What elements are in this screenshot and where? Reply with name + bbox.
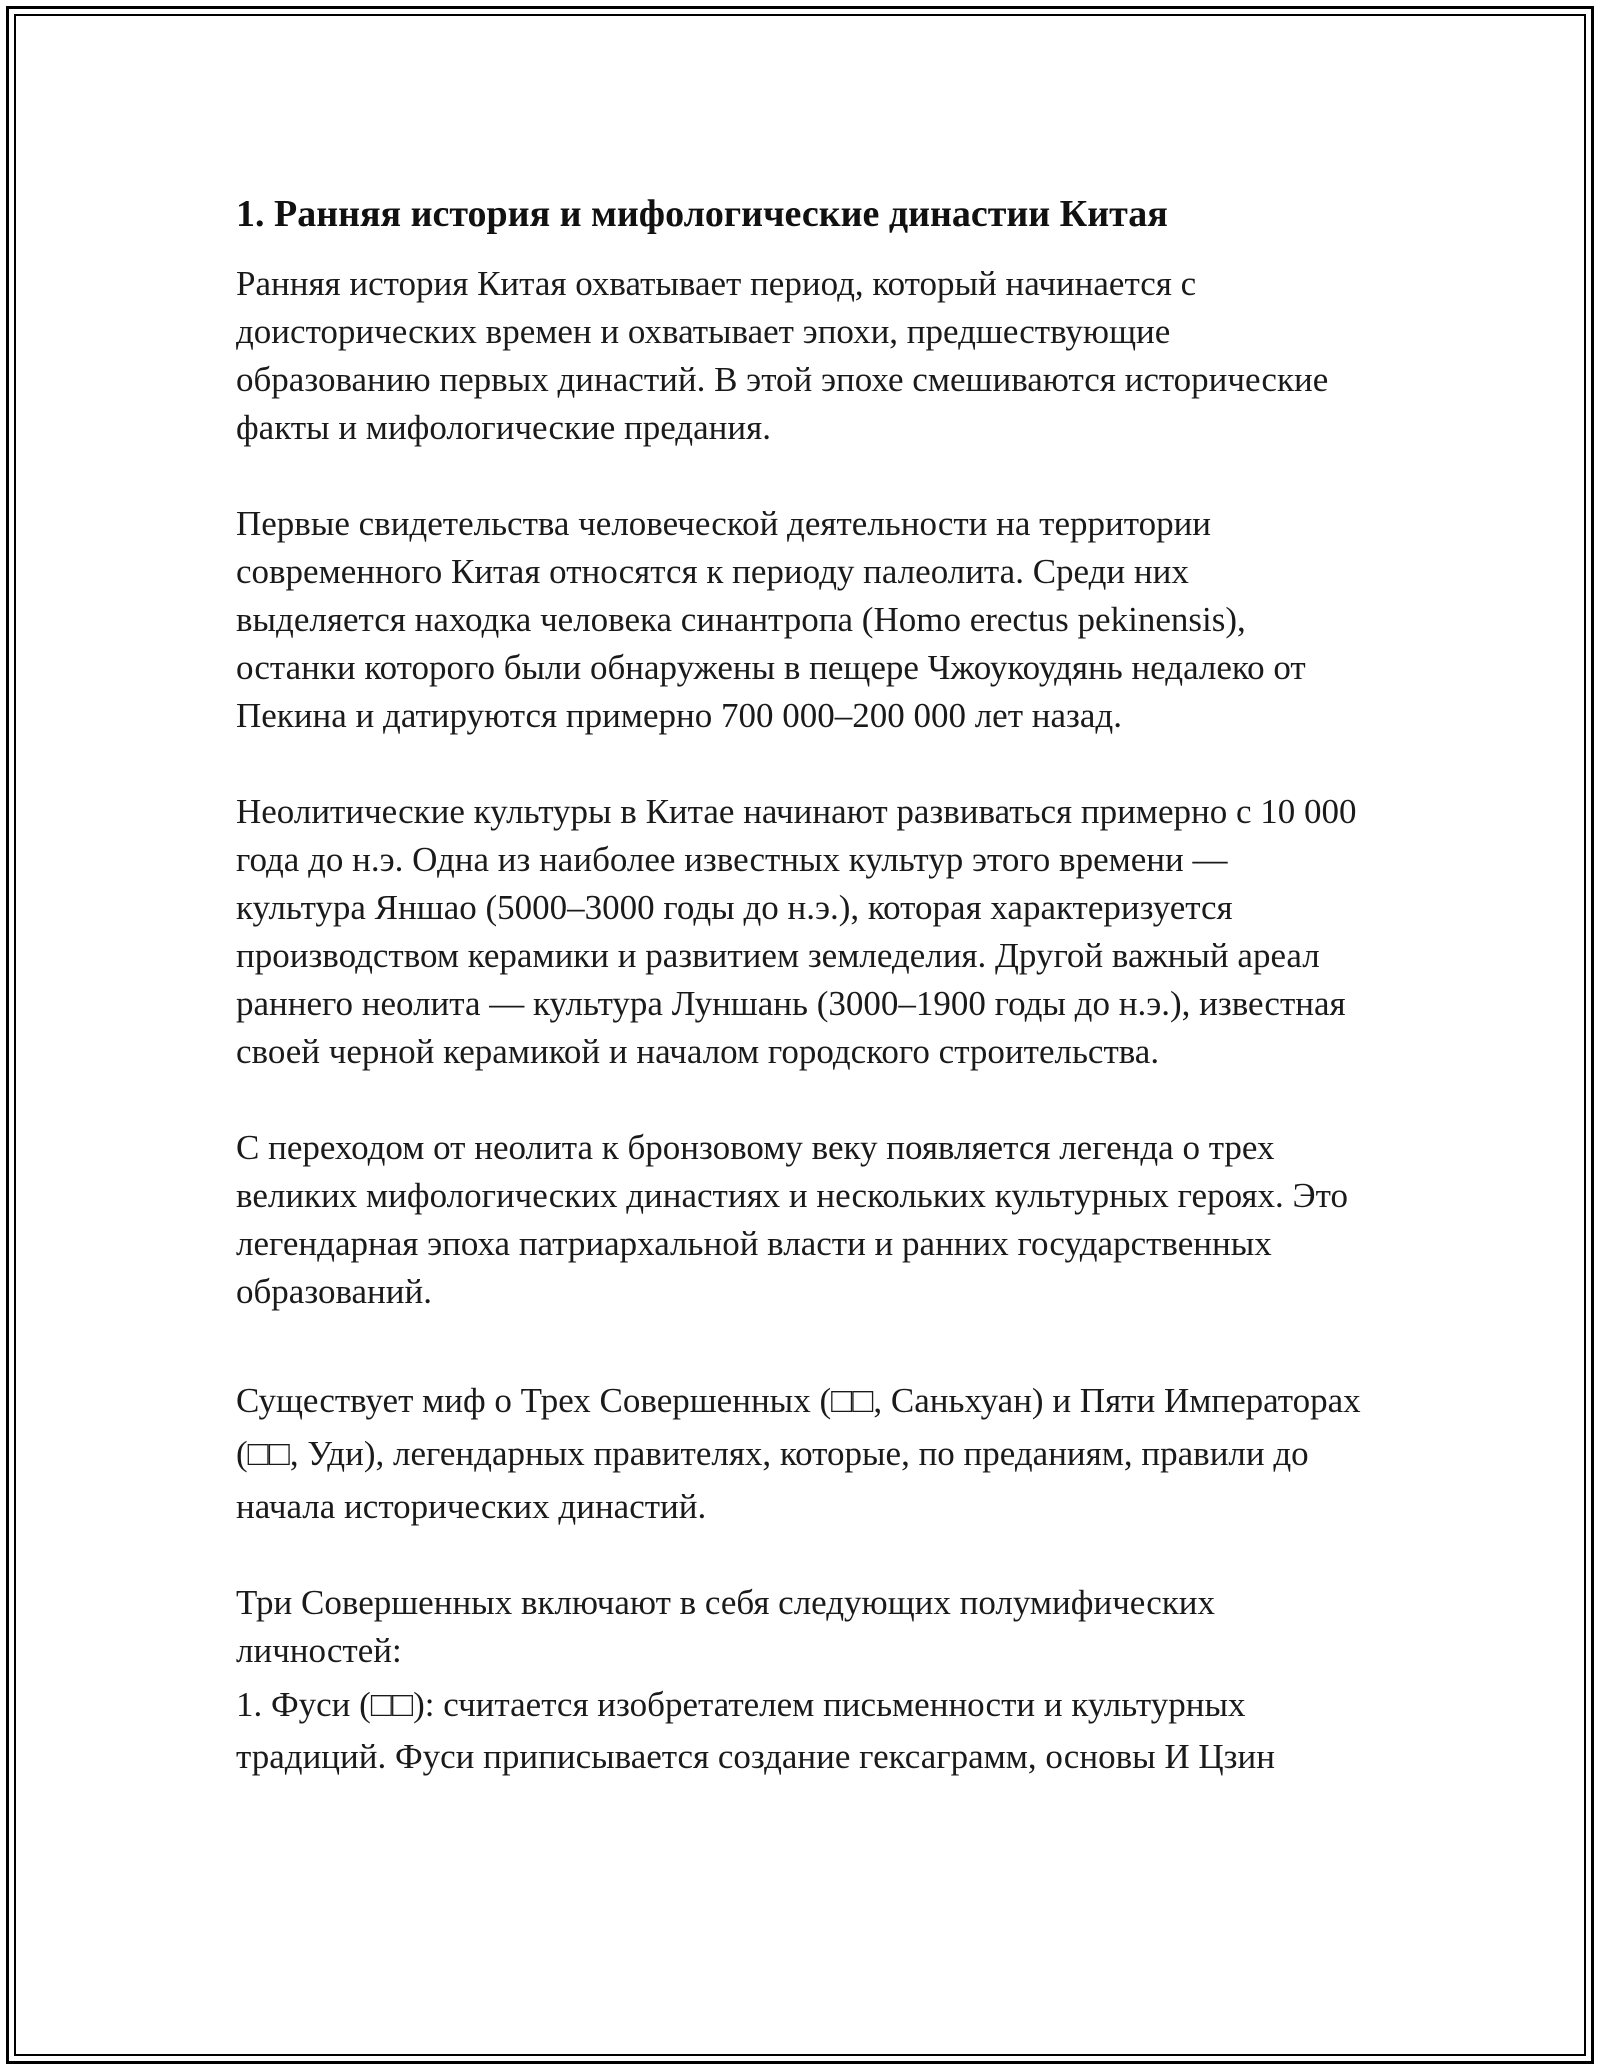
paragraph-neolithic: Неолитические культуры в Китае начинают развиваться примерно с 10 000 года до н.э. Одна из наиболее известных культур этого времени — культура Яншао (5000–3000 годы до н.э.), которая характеризуется производством керамики и развитием земледелия. Другой важный ареал раннего неолита — культура Луншань (3000–1900 годы до н.э.), известная своей черной керамикой и началом городского строительства. <box>236 792 1357 1071</box>
paragraph-intro: Ранняя история Китая охватывает период, который начинается с доисторических времен и охватывает эпохи, предшествующие образованию первых династий. В этой эпохе смешиваются исторические факты и мифологические предания. <box>236 264 1329 447</box>
paragraph-bronze-age: С переходом от неолита к бронзовому веку появляется легенда о трех великих мифологических династиях и нескольких культурных героях. Это легендарная эпоха патриархальной власти и ранних государственных образований. <box>236 1128 1348 1311</box>
document-body <box>236 188 1366 1783</box>
list-item-fuxi: 1. Фуси (□□): считается изобретателем письменности и культурных традиций. Фуси приписывается создание гексаграмм, основы И Цзин <box>236 1685 1275 1776</box>
paragraph-paleolithic: Первые свидетельства человеческой деятельности на территории современного Китая относятся к периоду палеолита. Среди них выделяется находка человека синантропа (Homo erectus pekinensis), останки которого были обнаружены в пещере Чжоукоудянь недалеко от Пекина и датируются примерно 700 000–200 000 лет назад. <box>236 504 1306 735</box>
section-heading: 1. Ранняя история и мифологические династии Китая <box>236 193 1168 235</box>
paragraph-myth: Существует миф о Трех Совершенных (□□, Саньхуан) и Пяти Императорах (□□, Уди), легендарных правителях, которые, по преданиям, правили до начала исторических династий. <box>236 1381 1361 1526</box>
paragraph-three-sovereigns: Три Совершенных включают в себя следующих полумифических личностей: <box>236 1583 1215 1670</box>
